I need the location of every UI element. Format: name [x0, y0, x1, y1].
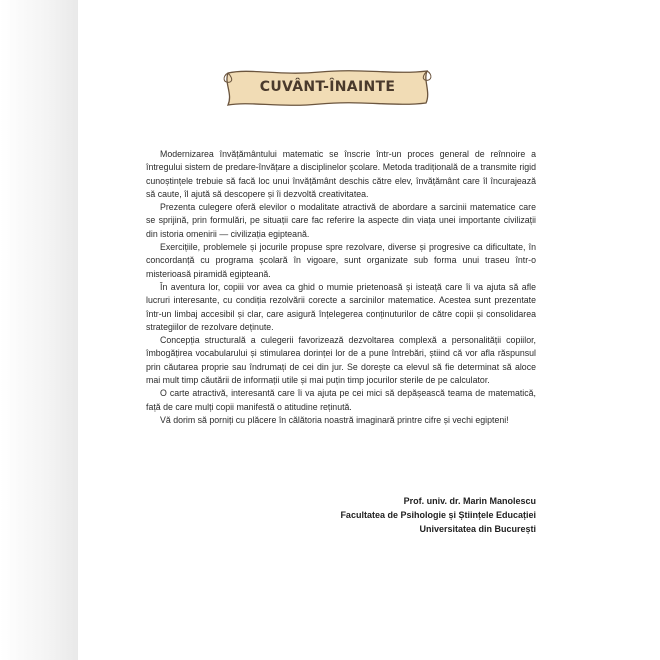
author-name: Prof. univ. dr. Marin Manolescu: [403, 496, 536, 506]
paragraph: O carte atractivă, interesantă care îi va ajuta pe cei mici să depășească teama de matematică, față de care mulți copii manifestă o atitudine reținută.: [146, 388, 536, 412]
paragraph: Concepția structurală a culegerii favorizează dezvoltarea complexă a personalității copiilor, îmbogățirea vocabularului și stimularea dorinței lor de a pune întrebări, știind că vor afla răspunsul prin căutarea proprie sau îndrumați de cei din jur. Se dorește ca elevul să fie determinat să aloce mai mult timp căutării de informații utile și mai puțin timp jocurilor sterile de pe calculator.: [146, 335, 536, 386]
title-scroll-banner: [220, 64, 435, 110]
foreword-body: [146, 148, 536, 427]
paragraph: Vă dorim să porniți cu plăcere în călătoria noastră imaginară printre cifre și vechi egipteni!: [160, 414, 509, 425]
paragraph: Prezenta culegere oferă elevilor o modalitate atractivă de abordare a sarcinii matematice care se sprijină, prin formulări, pe situații care fac referire la aspecte din viața unei importante civilizații din istoria omenirii — civilizația egipteană.: [146, 202, 536, 239]
author-faculty: Facultatea de Psihologie și Științele Educației: [340, 510, 536, 520]
book-spine-edge: [0, 0, 78, 660]
author-signature: [300, 494, 536, 536]
author-university: Universitatea din București: [419, 524, 536, 534]
paragraph: În aventura lor, copiii vor avea ca ghid o mumie prietenoasă și isteață care îi va ajuta să afle lucruri interesante, cu condiția rezolvării corecte a sarcinilor matematice. Acestea sunt prezentate într-un limbaj accesibil și clar, care asigură înțelegerea conținuturilor de către copii și consolidarea strategiilor de rezolvare deținute.: [146, 281, 536, 332]
page-title: CUVÂNT-ÎNAINTE: [259, 79, 396, 95]
paragraph: Exercițiile, problemele și jocurile propuse spre rezolvare, diverse și progresive ca dificultate, în concordanță cu programa școlară în vigoare, sunt organizate sub forma unui traseu într-o misterioasă piramidă egipteană.: [146, 242, 536, 279]
paragraph: Modernizarea învățământului matematic se înscrie într-un proces general de reînnoire a întregului sistem de predare-învățare a disciplinelor școlare. Metoda tradițională de a transmite rigid cunoștințele trebuie să facă loc unui învățământ deschis către elev, învățământ care îl încurajează să caute, îl ajută să descopere și îi dezvoltă creativitatea.: [146, 149, 536, 199]
